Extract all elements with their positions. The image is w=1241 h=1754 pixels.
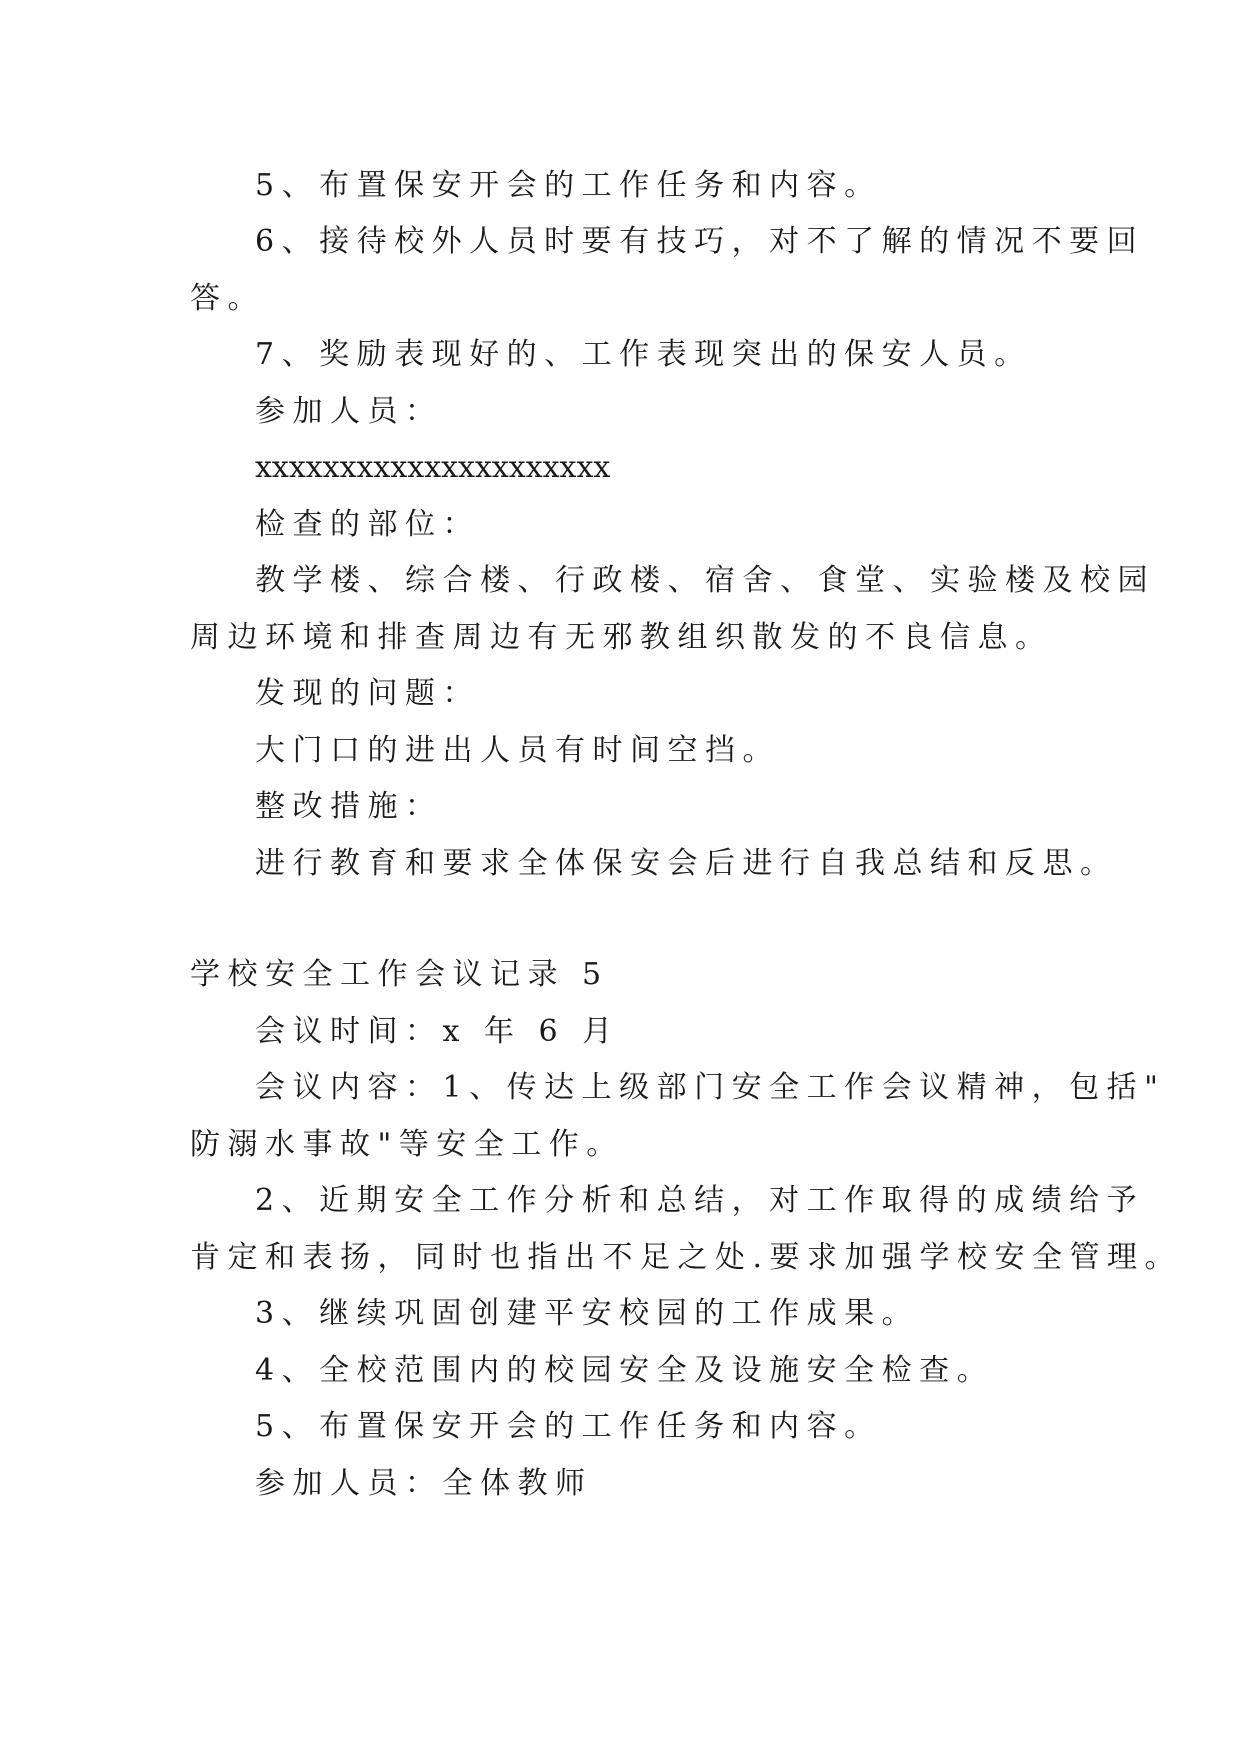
paragraph-line: 周边环境和排查周边有无邪教组织散发的不良信息。: [190, 620, 1053, 655]
paragraph-line: 肯定和表扬，同时也指出不足之处.要求加强学校安全管理。: [190, 1240, 1183, 1275]
paragraph-line: 答。: [190, 281, 265, 316]
paragraph-line: 7、奖励表现好的、工作表现突出的保安人员。: [255, 337, 1032, 372]
paragraph-line: 6、接待校外人员时要有技巧，对不了解的情况不要回: [255, 224, 1145, 259]
paragraph-line: 3、继续巩固创建平安校园的工作成果。: [255, 1296, 920, 1331]
paragraph-line: 4、全校范围内的校园安全及设施安全检查。: [255, 1353, 995, 1388]
paragraph-line: 会议内容：1、传达上级部门安全工作会议精神，包括": [255, 1070, 1166, 1105]
paragraph-line: 5、布置保安开会的工作任务和内容。: [255, 168, 882, 203]
participants-placeholder: xxxxxxxxxxxxxxxxxxxxx: [255, 450, 611, 485]
paragraph-line: 教学楼、综合楼、行政楼、宿舍、食堂、实验楼及校园: [255, 563, 1155, 598]
section-heading: 学校安全工作会议记录 5: [190, 957, 609, 992]
paragraph-line: 参加人员：全体教师: [255, 1466, 593, 1501]
paragraph-line: 大门口的进出人员有时间空挡。: [255, 733, 780, 768]
paragraph-line: 进行教育和要求全体保安会后进行自我总结和反思。: [255, 846, 1118, 881]
paragraph-line: 检查的部位：: [255, 507, 480, 542]
paragraph-line: 参加人员：: [255, 394, 443, 429]
paragraph-line: 发现的问题：: [255, 676, 480, 711]
paragraph-line: 会议时间：x 年 6 月: [255, 1014, 620, 1049]
paragraph-line: 2、近期安全工作分析和总结，对工作取得的成绩给予: [255, 1183, 1145, 1218]
paragraph-line: 防溺水事故"等安全工作。: [190, 1127, 624, 1162]
paragraph-line: 5、布置保安开会的工作任务和内容。: [255, 1409, 882, 1444]
paragraph-line: 整改措施：: [255, 789, 443, 824]
